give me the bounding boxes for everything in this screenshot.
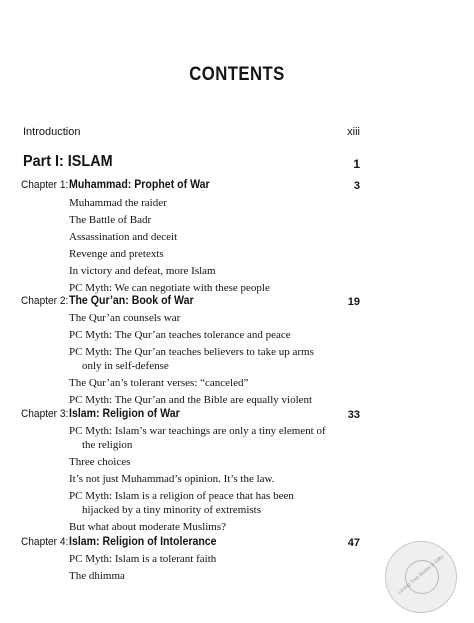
chapter-title: Islam: Religion of Intolerance (69, 536, 217, 548)
section-item: The dhimma (69, 570, 125, 582)
section-item-continued: only in self-defense (82, 360, 169, 372)
section-item: PC Myth: The Qur’an teaches tolerance and peace (69, 329, 291, 341)
chapter-title: Muhammad: Prophet of War (69, 179, 210, 191)
part-heading: Part I: ISLAM (23, 153, 113, 170)
watermark-stamp (385, 541, 457, 613)
chapter-number: Chapter 1: (21, 179, 69, 191)
part-page: 1 (353, 157, 360, 171)
page-title: CONTENTS (189, 64, 285, 85)
section-item: In victory and defeat, more Islam (69, 265, 216, 277)
chapter-page: 33 (347, 409, 360, 421)
section-item: The Qur’an counsels war (69, 312, 181, 324)
section-item-continued: the religion (82, 439, 133, 451)
section-item: But what about moderate Muslims? (69, 521, 227, 533)
introduction-label: Introduction (23, 126, 81, 138)
section-item: The Battle of Badr (69, 214, 152, 226)
chapter-page: 3 (353, 180, 360, 192)
section-item: PC Myth: The Qur’an teaches believers to take up arms (69, 346, 314, 358)
chapter-page: 19 (347, 296, 360, 308)
section-item: Assassination and deceit (69, 231, 178, 243)
section-item: It’s not just Muhammad’s opinion. It’s the law. (69, 473, 275, 485)
chapter-page: 47 (347, 537, 360, 549)
chapter-number: Chapter 4: (21, 536, 69, 548)
chapter-number: Chapter 3: (21, 408, 69, 420)
section-item: PC Myth: We can negotiate with these people (69, 282, 270, 294)
section-item: The Qur’an’s tolerant verses: “canceled” (69, 377, 249, 389)
chapter-title: The Qur’an: Book of War (69, 295, 194, 307)
section-item: Muhammad the raider (69, 197, 167, 209)
section-item: Three choices (69, 456, 131, 468)
chapter-number: Chapter 2: (21, 295, 69, 307)
section-item: PC Myth: Islam’s war teachings are only a tiny element of (69, 425, 326, 437)
watermark-text: Loving Tree Books & Gifts (396, 554, 446, 596)
introduction-page: xiii (347, 126, 360, 138)
chapter-title: Islam: Religion of War (69, 408, 180, 420)
section-item: PC Myth: The Qur’an and the Bible are equally violent (69, 394, 313, 406)
section-item: PC Myth: Islam is a tolerant faith (69, 553, 217, 565)
section-item: Revenge and pretexts (69, 248, 164, 260)
section-item: PC Myth: Islam is a religion of peace that has been (69, 490, 294, 502)
section-item-continued: hijacked by a tiny minority of extremists (82, 504, 262, 516)
